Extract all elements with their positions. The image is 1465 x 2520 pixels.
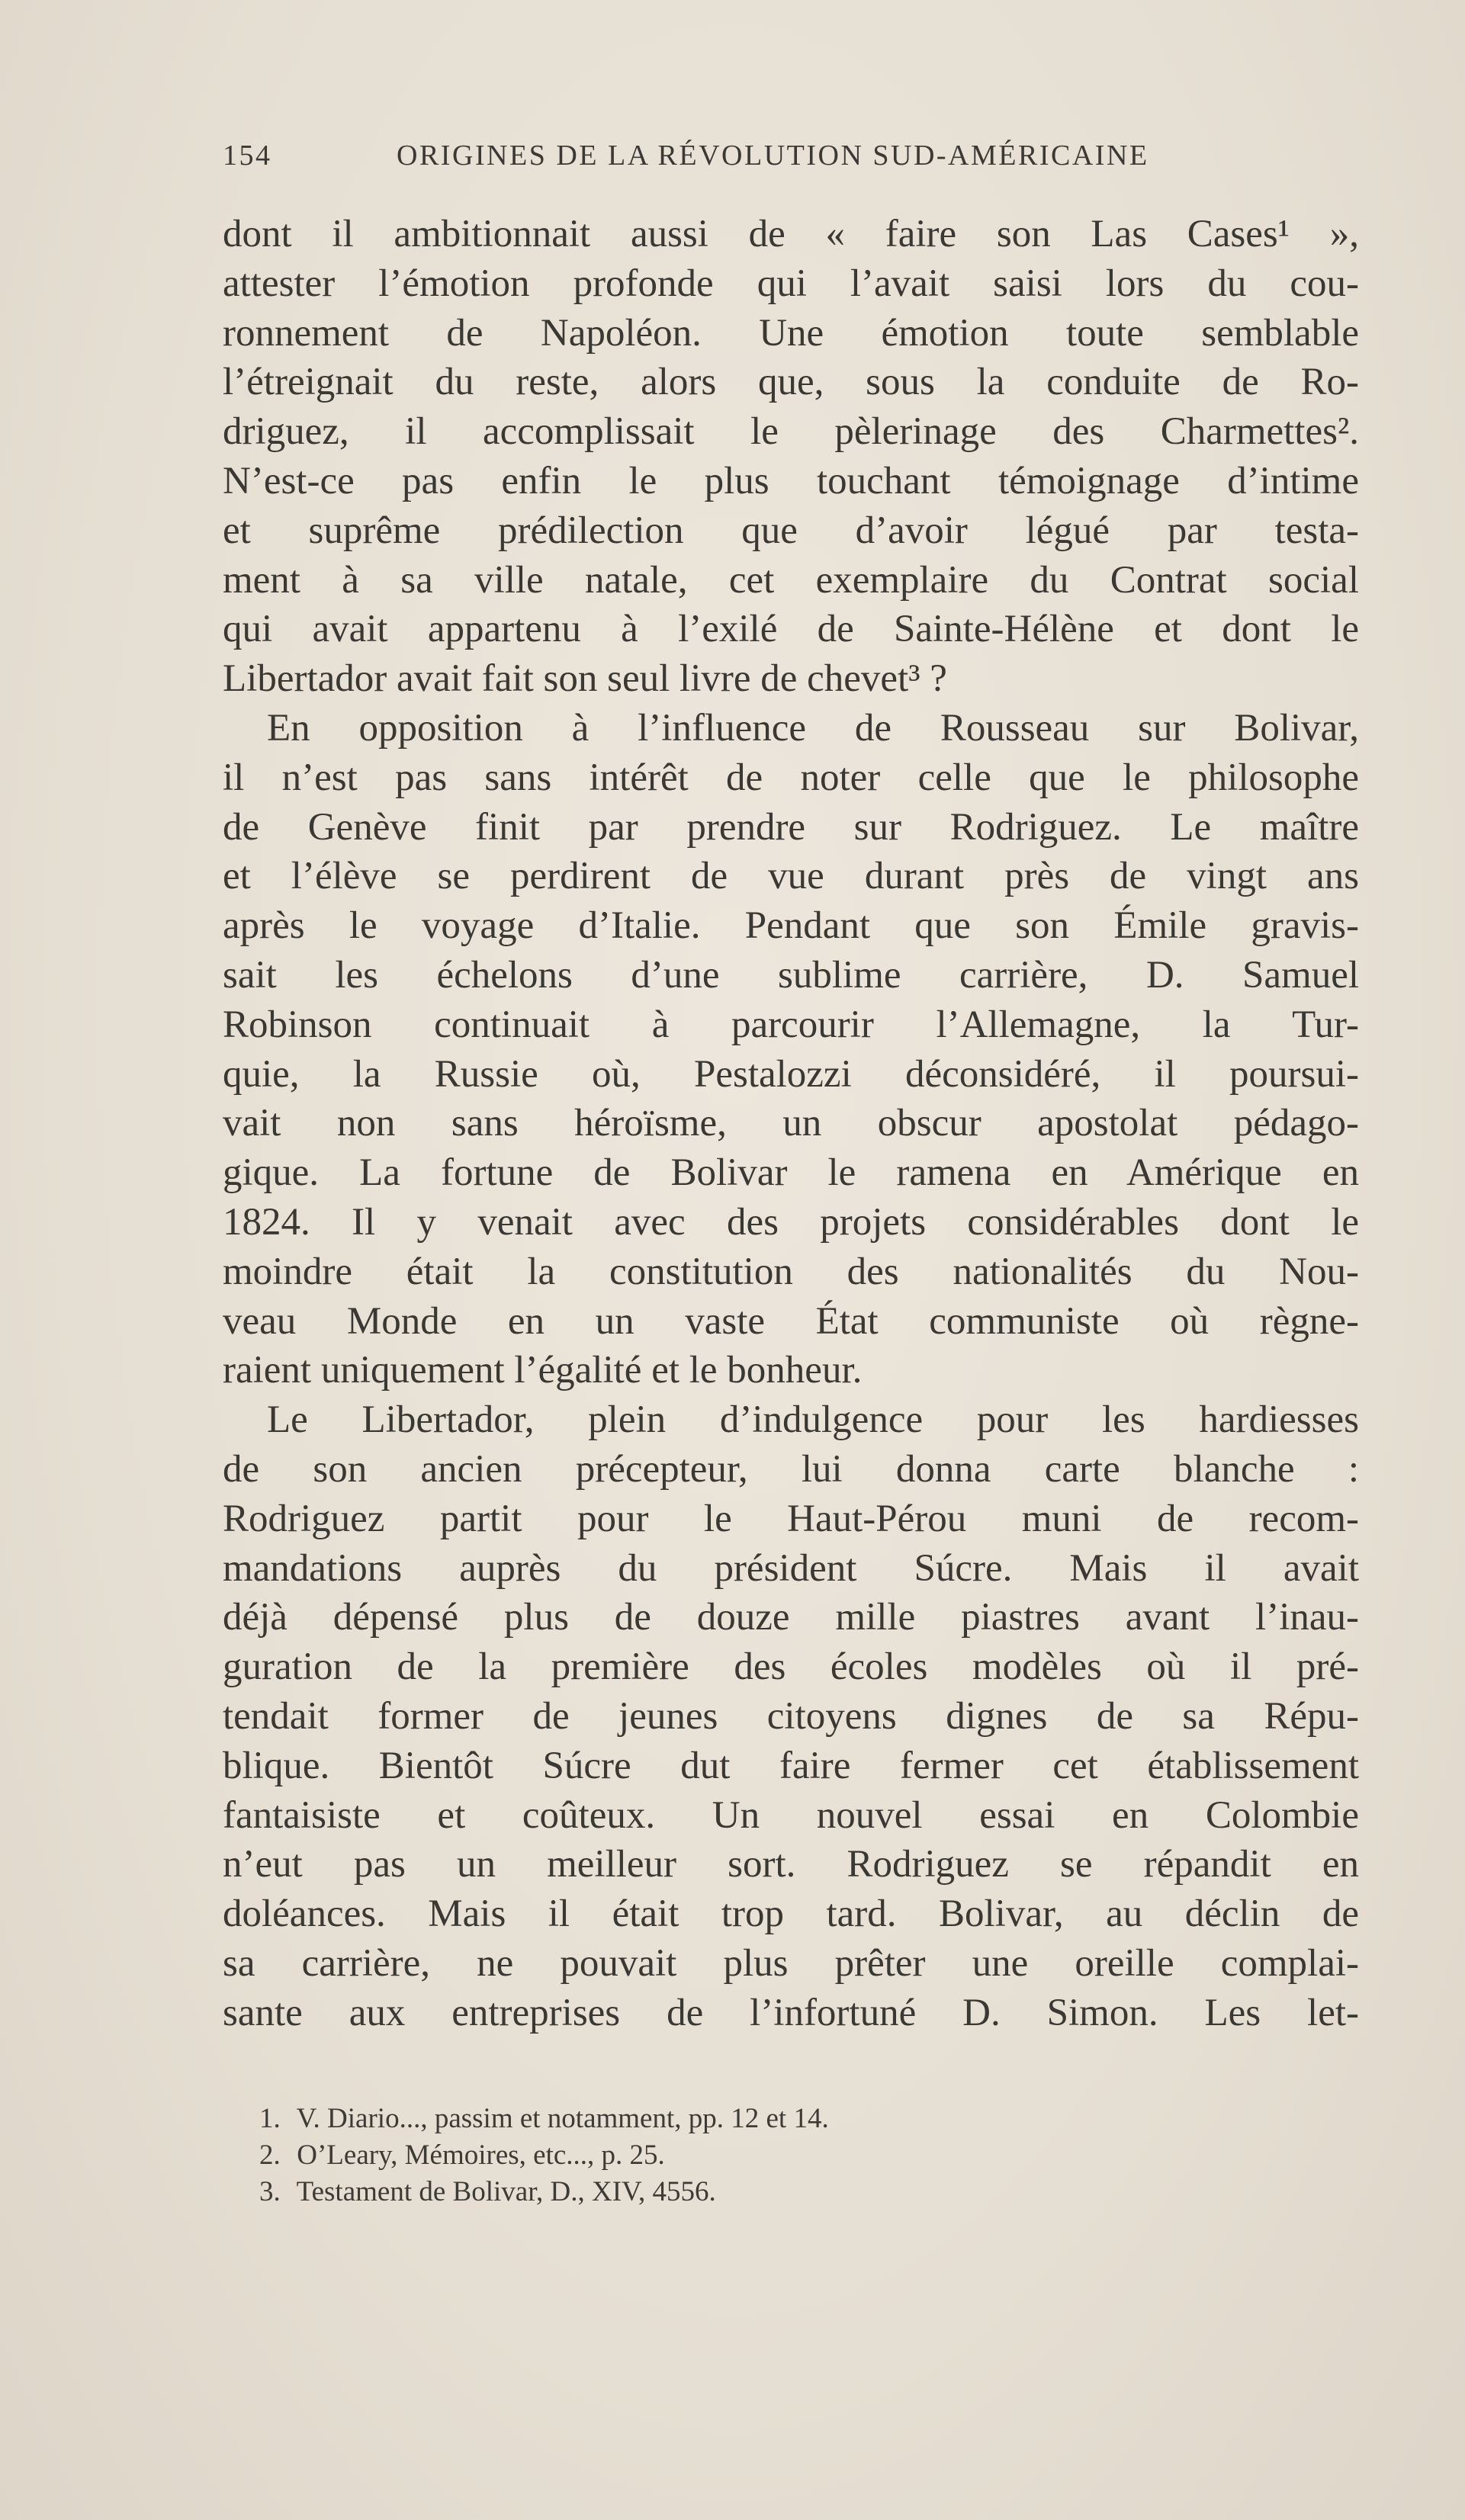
text-line: gique. La fortune de Bolivar le ramena en Amérique en bbox=[223, 1151, 1359, 1195]
paragraph-start-line: Le Libertador, plein d’indulgence pour les hardiesses bbox=[267, 1398, 1359, 1442]
text-line: dont il ambitionnait aussi de « faire son Las Cases¹ », bbox=[223, 213, 1359, 255]
text-line: raient uniquement l’égalité et le bonheur. bbox=[223, 1349, 863, 1392]
text-line: sante aux entreprises de l’infortuné D. Simon. Les let- bbox=[223, 1991, 1359, 2034]
text-line: et l’élève se perdirent de vue durant près de vingt ans bbox=[223, 855, 1359, 898]
text-line: doléances. Mais il était trop tard. Bolivar, au déclin de bbox=[223, 1892, 1359, 1936]
paragraph-start-line: En opposition à l’influence de Rousseau sur Bolivar, bbox=[267, 706, 1359, 750]
text-line: après le voyage d’Italie. Pendant que son Émile gravis- bbox=[223, 904, 1359, 948]
footnote-number: 1. bbox=[259, 2103, 281, 2134]
text-line: sait les échelons d’une sublime carrière, D. Samuel bbox=[223, 953, 1359, 997]
footnote-2 bbox=[259, 2137, 1327, 2174]
footnote-number: 2. bbox=[259, 2140, 281, 2171]
text-line: Libertador avait fait son seul livre de chevet³ ? bbox=[223, 657, 947, 701]
footnotes bbox=[259, 2101, 1327, 2210]
text-line: et suprême prédilection que d’avoir légué par testa- bbox=[223, 509, 1359, 552]
text-line: ment à sa ville natale, cet exemplaire du Contrat social bbox=[223, 558, 1359, 602]
text-line: attester l’émotion profonde qui l’avait saisi lors du cou- bbox=[223, 262, 1359, 305]
text-line: blique. Bientôt Súcre dut faire fermer cet établissement bbox=[223, 1744, 1359, 1787]
running-title: ORIGINES DE LA RÉVOLUTION SUD-AMÉRICAINE bbox=[397, 140, 1149, 172]
text-line: déjà dépensé plus de douze mille piastres avant l’inau- bbox=[223, 1596, 1359, 1639]
footnote-text: Testament de Bolivar, D., XIV, 4556. bbox=[296, 2176, 716, 2207]
text-line: quie, la Russie où, Pestalozzi déconsidéré, il poursui- bbox=[223, 1052, 1359, 1096]
text-line: 1824. Il y venait avec des projets considérables dont le bbox=[223, 1200, 1359, 1244]
text-line: Rodriguez partit pour le Haut-Pérou muni de recom- bbox=[223, 1497, 1359, 1540]
footnote-3 bbox=[259, 2174, 1327, 2210]
text-line: vait non sans héroïsme, un obscur apostolat pédago- bbox=[223, 1102, 1359, 1145]
text-line: veau Monde en un vaste État communiste où règne- bbox=[223, 1299, 1359, 1343]
page-number: 154 bbox=[223, 140, 272, 172]
text-line: de Genève finit par prendre sur Rodriguez. Le maître bbox=[223, 805, 1359, 849]
text-line: mandations auprès du président Súcre. Mais il avait bbox=[223, 1546, 1359, 1590]
text-line: moindre était la constitution des nationalités du Nou- bbox=[223, 1250, 1359, 1293]
text-line: l’étreignait du reste, alors que, sous la conduite de Ro- bbox=[223, 361, 1359, 404]
running-head bbox=[223, 139, 1367, 185]
body-text bbox=[223, 210, 1359, 2037]
text-line: sa carrière, ne pouvait plus prêter une oreille complai- bbox=[223, 1941, 1359, 1985]
text-line: N’est-ce pas enfin le plus touchant témoignage d’intime bbox=[223, 459, 1359, 502]
text-line: de son ancien précepteur, lui donna carte blanche : bbox=[223, 1447, 1359, 1491]
text-line: qui avait appartenu à l’exilé de Sainte-Hélène et dont le bbox=[223, 608, 1359, 651]
footnote-text: V. Diario..., passim et notamment, pp. 12 et 14. bbox=[296, 2103, 829, 2134]
text-line: il n’est pas sans intérêt de noter celle que le philosophe bbox=[223, 756, 1359, 799]
footnote-text: O’Leary, Mémoires, etc..., p. 25. bbox=[297, 2140, 665, 2171]
text-line: Robinson continuait à parcourir l’Allemagne, la Tur- bbox=[223, 1003, 1359, 1046]
text-line: ronnement de Napoléon. Une émotion toute semblable bbox=[223, 311, 1359, 355]
footnote-1 bbox=[259, 2101, 1327, 2137]
text-line: driguez, il accomplissait le pèlerinage des Charmettes². bbox=[223, 410, 1359, 454]
text-line: tendait former de jeunes citoyens dignes de sa Répu- bbox=[223, 1694, 1359, 1738]
text-line: n’eut pas un meilleur sort. Rodriguez se répandit en bbox=[223, 1843, 1359, 1886]
text-line: fantaisiste et coûteux. Un nouvel essai en Colombie bbox=[223, 1793, 1359, 1837]
text-line: guration de la première des écoles modèles où il pré- bbox=[223, 1645, 1359, 1689]
footnote-number: 3. bbox=[259, 2176, 281, 2207]
